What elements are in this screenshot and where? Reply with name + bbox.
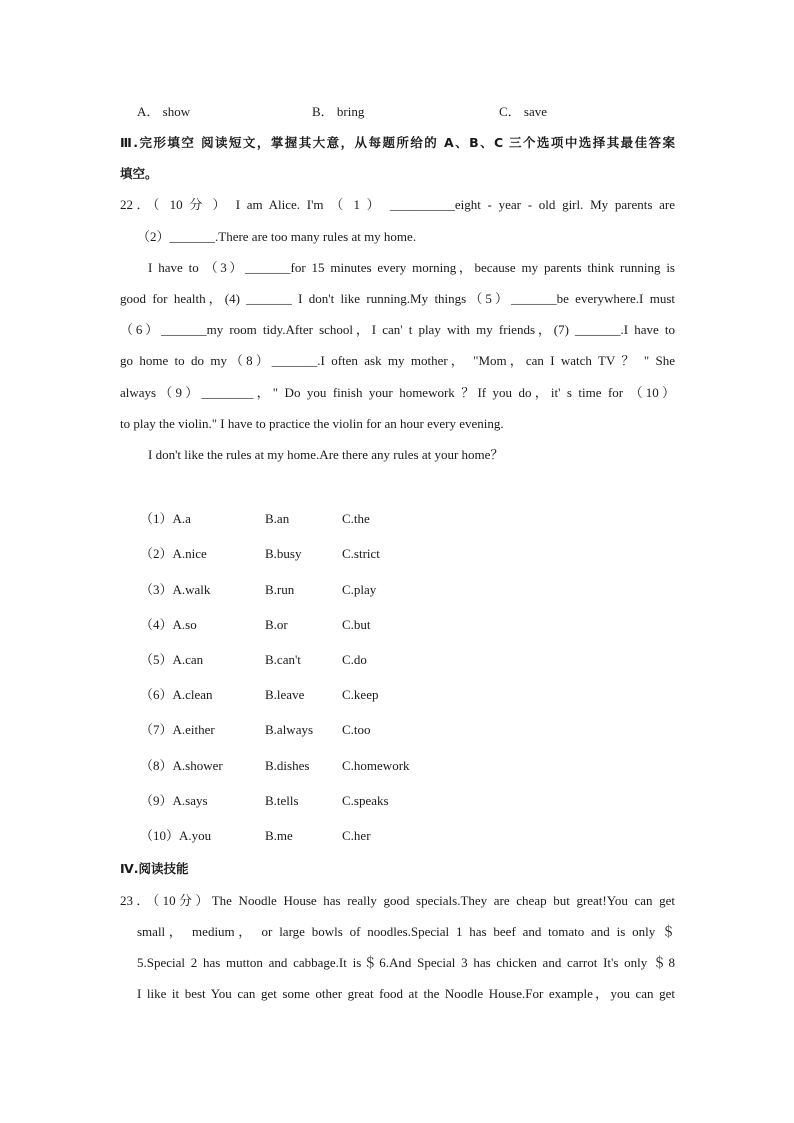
prev-option-c: C． save [499, 104, 548, 119]
q23-line-1: 23．（10分）The Noodle House has really good specials.They are cheap but great!You can get [120, 893, 675, 908]
q22-option-4-b: B.or [265, 617, 288, 632]
q22-option-10-a: （10）A.you [140, 828, 212, 843]
q22-option-9-a: （9）A.says [140, 793, 208, 808]
q22-option-9-c: C.speaks [342, 793, 389, 808]
q22-option-8-a: （8）A.shower [140, 758, 223, 773]
q22-option-7-b: B.always [265, 722, 314, 737]
q22-option-6-a: （6）A.clean [140, 687, 213, 702]
q22-line-6: go home to do my（8）_______.I often ask my mother， "Mom，can I watch TV ？ " She [120, 353, 675, 368]
q22-option-2-c: C.strict [342, 546, 380, 561]
q22-option-1-c: C.the [342, 511, 370, 526]
q22-option-3-b: B.run [265, 582, 295, 597]
q22-line-9: I don't like the rules at my home.Are there any rules at your home？ [148, 447, 504, 462]
section-3-heading-cont: 填空。 [120, 166, 158, 181]
q22-option-5-a: （5）A.can [140, 652, 204, 667]
q22-option-2-b: B.busy [265, 546, 302, 561]
q22-line-8: to play the violin." I have to practice the violin for an hour every evening. [120, 416, 504, 431]
q22-option-8-c: C.homework [342, 758, 410, 773]
section-4-heading: Ⅳ.阅读技能 [120, 861, 189, 876]
q22-option-4-a: （4）A.so [140, 617, 197, 632]
q22-option-1-a: （1）A.a [140, 511, 191, 526]
q22-line-4: good for health，(4) _______ I don't like running.My things（5）_______be everywhere.I must [120, 291, 675, 306]
q22-option-5-b: B.can't [265, 652, 301, 667]
prev-option-a: A． show [137, 104, 191, 119]
q22-line-5: （6）_______my room tidy.After school，I can' t play with my friends，(7) _______.I have to [120, 322, 675, 337]
q22-option-2-a: （2）A.nice [140, 546, 207, 561]
q23-line-4: I like it best You can get some other great food at the Noodle House.For example，you can get [137, 986, 675, 1001]
q23-line-3: 5.Special 2 has mutton and cabbage.It is＄6.And Special 3 has chicken and carrot It's only ＄8 [137, 955, 675, 970]
q22-option-7-c: C.too [342, 722, 371, 737]
q22-option-5-c: C.do [342, 652, 367, 667]
section-3-heading: Ⅲ.完形填空 阅读短文，掌握其大意，从每题所给的 A、B、C 三个选项中选择其最佳答案 [120, 135, 675, 150]
q22-option-8-b: B.dishes [265, 758, 310, 773]
q22-option-7-a: （7）A.either [140, 722, 215, 737]
q22-option-3-c: C.play [342, 582, 377, 597]
prev-option-b: B． bring [312, 104, 365, 119]
q22-option-9-b: B.tells [265, 793, 299, 808]
q22-option-4-c: C.but [342, 617, 371, 632]
q22-option-6-b: B.leave [265, 687, 305, 702]
q22-line-3: I have to （3）_______for 15 minutes every morning，because my parents think running is [148, 260, 675, 275]
q22-option-3-a: （3）A.walk [140, 582, 211, 597]
q22-line-2: （2）_______.There are too many rules at my home. [137, 229, 417, 244]
q22-option-10-c: C.her [342, 828, 371, 843]
q22-option-6-c: C.keep [342, 687, 379, 702]
q23-line-2: small， medium， or large bowls of noodles.Special 1 has beef and tomato and is only ＄ [137, 924, 675, 939]
q22-line-1: 22．（ 10 分 ） I am Alice. I'm （ 1 ） __________eight - year - old girl. My parents are [120, 197, 675, 212]
q22-option-10-b: B.me [265, 828, 293, 843]
q22-line-7: always（9）________，" Do you finish your homework ？If you do，it' s time for （10） [120, 385, 675, 400]
q22-option-1-b: B.an [265, 511, 290, 526]
